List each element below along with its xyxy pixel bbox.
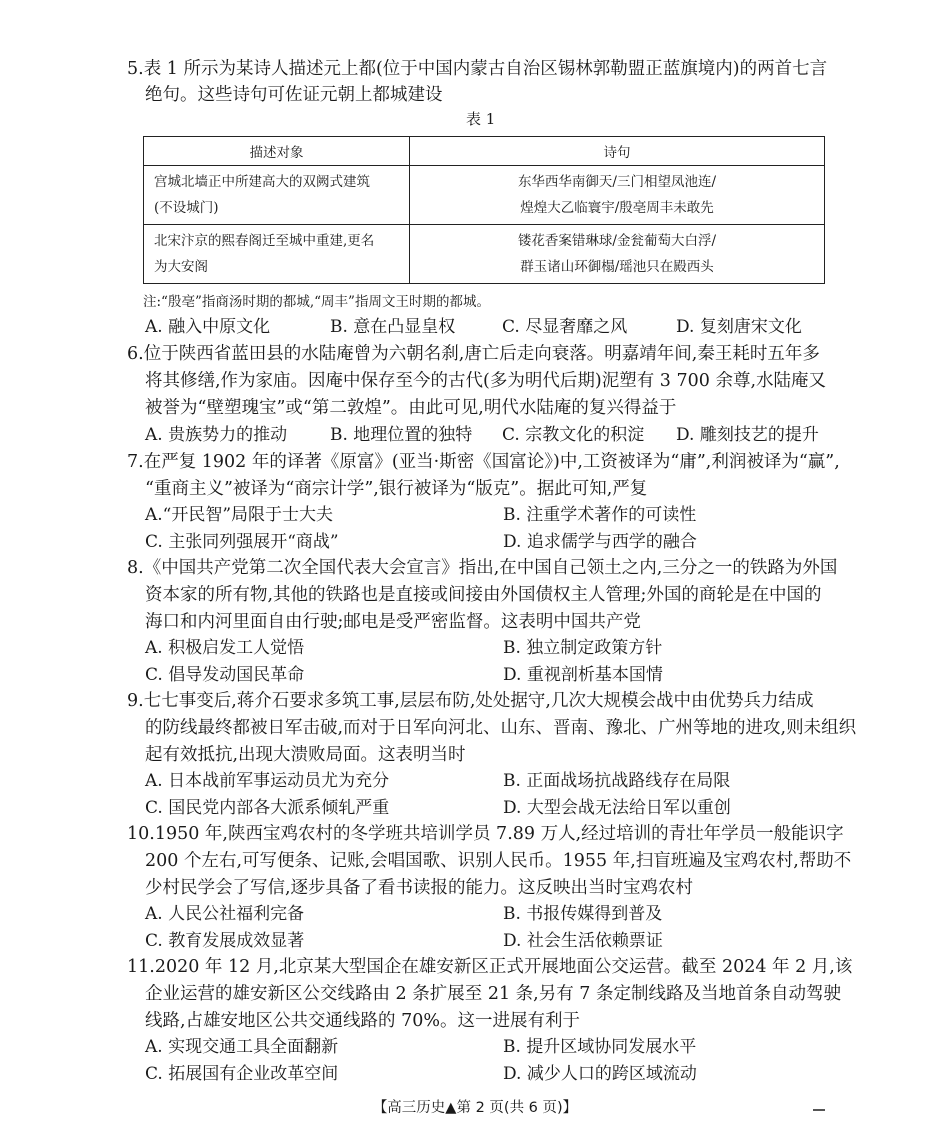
q5-option-c[interactable]: C. 尽显奢靡之风 [502,317,628,337]
q7-option-c[interactable]: C. 主张同列强展开“商战” [145,532,339,552]
q8-option-a[interactable]: A. 积极启发工人觉悟 [145,638,305,658]
q10-option-c[interactable]: C. 教育发展成效显著 [145,931,305,951]
question-11-text-line-1: 11.2020 年 12 月,北京某大型国企在雄安新区正式开展地面公交运营。截至 2024 年 2 月,该 [127,957,853,977]
q7-option-b[interactable]: B. 注重学术著作的可读性 [503,505,697,525]
q8-option-c[interactable]: C. 倡导发动国民革命 [145,665,305,685]
q10-option-a[interactable]: A. 人民公社福利完备 [145,904,305,924]
table-note: 注:“殷亳”指商汤时期的都城,“周丰”指周文王时期的都城。 [143,294,490,310]
question-8-text-line-3: 海口和内河里面自由行驶;邮电是受严密监督。这表明中国共产党 [145,612,641,632]
q10-option-d[interactable]: D. 社会生活依赖票证 [503,931,663,951]
question-7-text-line-1: 7.在严复 1902 年的译著《原富》(亚当·斯密《国富论》)中,工资被译为“庸”,利润被译为“赢”, [127,452,840,472]
q11-option-b[interactable]: B. 提升区域协同发展水平 [503,1037,697,1057]
question-9-text-line-3: 起有效抵抗,出现大溃败局面。这表明当时 [145,745,466,765]
question-10-text-line-3: 少村民学会了写信,逐步具备了看书读报的能力。这反映出当时宝鸡农村 [145,878,694,898]
table-header-object: 描述对象 [144,137,410,166]
q11-option-a[interactable]: A. 实现交通工具全面翻新 [145,1037,339,1057]
question-11-text-line-3: 线路,占雄安地区公共交通线路的 70%。这一进展有利于 [145,1011,581,1031]
cell-text-line: (不设城门) [154,200,219,216]
table-cell-poem [410,225,825,284]
question-6-text-line-2: 将其修缮,作为家庙。因庵中保存至今的古代(多为明代后期)泥塑有 3 700 余尊,水陆庵又 [145,371,827,391]
question-9-text-line-2: 的防线最终都被日军击破,而对于日军向河北、山东、晋南、豫北、广州等地的进攻,则未组织 [145,718,857,738]
cell-text-line: 宫城北墙正中所建高大的双阙式建筑 [154,174,370,190]
q9-option-b[interactable]: B. 正面战场抗战路线存在局限 [503,771,731,791]
poem-table [143,136,825,284]
q9-option-c[interactable]: C. 国民党内部各大派系倾轧严重 [145,798,390,818]
table-cell-object [144,225,410,284]
question-6-text-line-3: 被誉为“壁塑瑰宝”或“第二敦煌”。由此可见,明代水陆庵的复兴得益于 [145,398,677,418]
page-footer: 【高三历史▲第 2 页(共 6 页)】 [372,1100,578,1116]
q6-option-a[interactable]: A. 贵族势力的推动 [145,425,288,445]
q11-option-d[interactable]: D. 减少人口的跨区域流动 [503,1064,697,1084]
cell-text-line: 为大安阁 [154,259,208,275]
q7-option-a[interactable]: A.“开民智”局限于士大夫 [145,505,334,525]
q6-option-b[interactable]: B. 地理位置的独特 [330,425,473,445]
q6-option-d[interactable]: D. 雕刻技艺的提升 [676,425,819,445]
table-row [144,225,825,284]
question-5-text-line-1: 5.表 1 所示为某诗人描述元上都(位于中国内蒙古自治区锡林郭勒盟正蓝旗境内)的两首七言 [127,59,828,79]
cell-text-line: 煌煌大乙临寰宇/殷亳周丰未敢先 [520,200,714,216]
question-8-text-line-1: 8.《中国共产党第二次全国代表大会宣言》指出,在中国自己领土之内,三分之一的铁路为外国 [127,558,838,578]
table-caption: 表 1 [466,110,496,128]
question-10-text-line-2: 200 个左右,可写便条、记账,会唱国歌、识别人民币。1955 年,扫盲班遍及宝鸡农村,帮助不 [145,851,852,871]
q5-option-a[interactable]: A. 融入中原文化 [145,317,271,337]
question-11-text-line-2: 企业运营的雄安新区公交线路由 2 条扩展至 21 条,另有 7 条定制线路及当地首条自动驾驶 [145,984,841,1004]
q5-option-b[interactable]: B. 意在凸显皇权 [330,317,456,337]
q8-option-b[interactable]: B. 独立制定政策方针 [503,638,663,658]
table-cell-poem [410,166,825,225]
q11-option-c[interactable]: C. 拓展国有企业改革空间 [145,1064,339,1084]
q7-option-d[interactable]: D. 追求儒学与西学的融合 [503,532,697,552]
cell-text-line: 镂花香案错琳球/金瓮葡萄大白浮/ [517,233,717,249]
question-5-text-line-2: 绝句。这些诗句可佐证元朝上都城建设 [145,85,443,105]
q6-option-c[interactable]: C. 宗教文化的积淀 [502,425,645,445]
question-10-text-line-1: 10.1950 年,陕西宝鸡农村的冬学班共培训学员 7.89 万人,经过培训的青壮年学员一般能识字 [127,824,844,844]
q9-option-d[interactable]: D. 大型会战无法给日军以重创 [503,798,731,818]
table-header-poem: 诗句 [410,137,825,166]
q8-option-d[interactable]: D. 重视剖析基本国情 [503,665,663,685]
question-8-text-line-2: 资本家的所有物,其他的铁路也是直接或间接由外国债权主人管理;外国的商轮是在中国的 [145,585,822,605]
table-row [144,166,825,225]
cell-text-line: 群玉诸山环御榻/瑶池只在殿西头 [520,259,714,275]
question-7-text-line-2: “重商主义”被译为“商宗计学”,银行被译为“版克”。据此可知,严复 [145,479,648,499]
question-9-text-line-1: 9.七七事变后,蒋介石要求多筑工事,层层布防,处处据守,几次大规模会战中由优势兵力结成 [127,691,814,711]
question-6-text-line-1: 6.位于陕西省蓝田县的水陆庵曾为六朝名刹,唐亡后走向衰落。明嘉靖年间,秦王耗时五年多 [127,344,820,364]
corner-mark [813,1109,825,1111]
table-cell-object [144,166,410,225]
table-header-row [144,137,825,166]
q5-option-d[interactable]: D. 复刻唐宋文化 [676,317,802,337]
cell-text-line: 北宋汴京的熙春阁迁至城中重建,更名 [154,233,375,249]
q9-option-a[interactable]: A. 日本战前军事运动员尤为充分 [145,771,390,791]
cell-text-line: 东华西华南御天/三门相望凤池连/ [517,174,717,190]
q10-option-b[interactable]: B. 书报传媒得到普及 [503,904,663,924]
